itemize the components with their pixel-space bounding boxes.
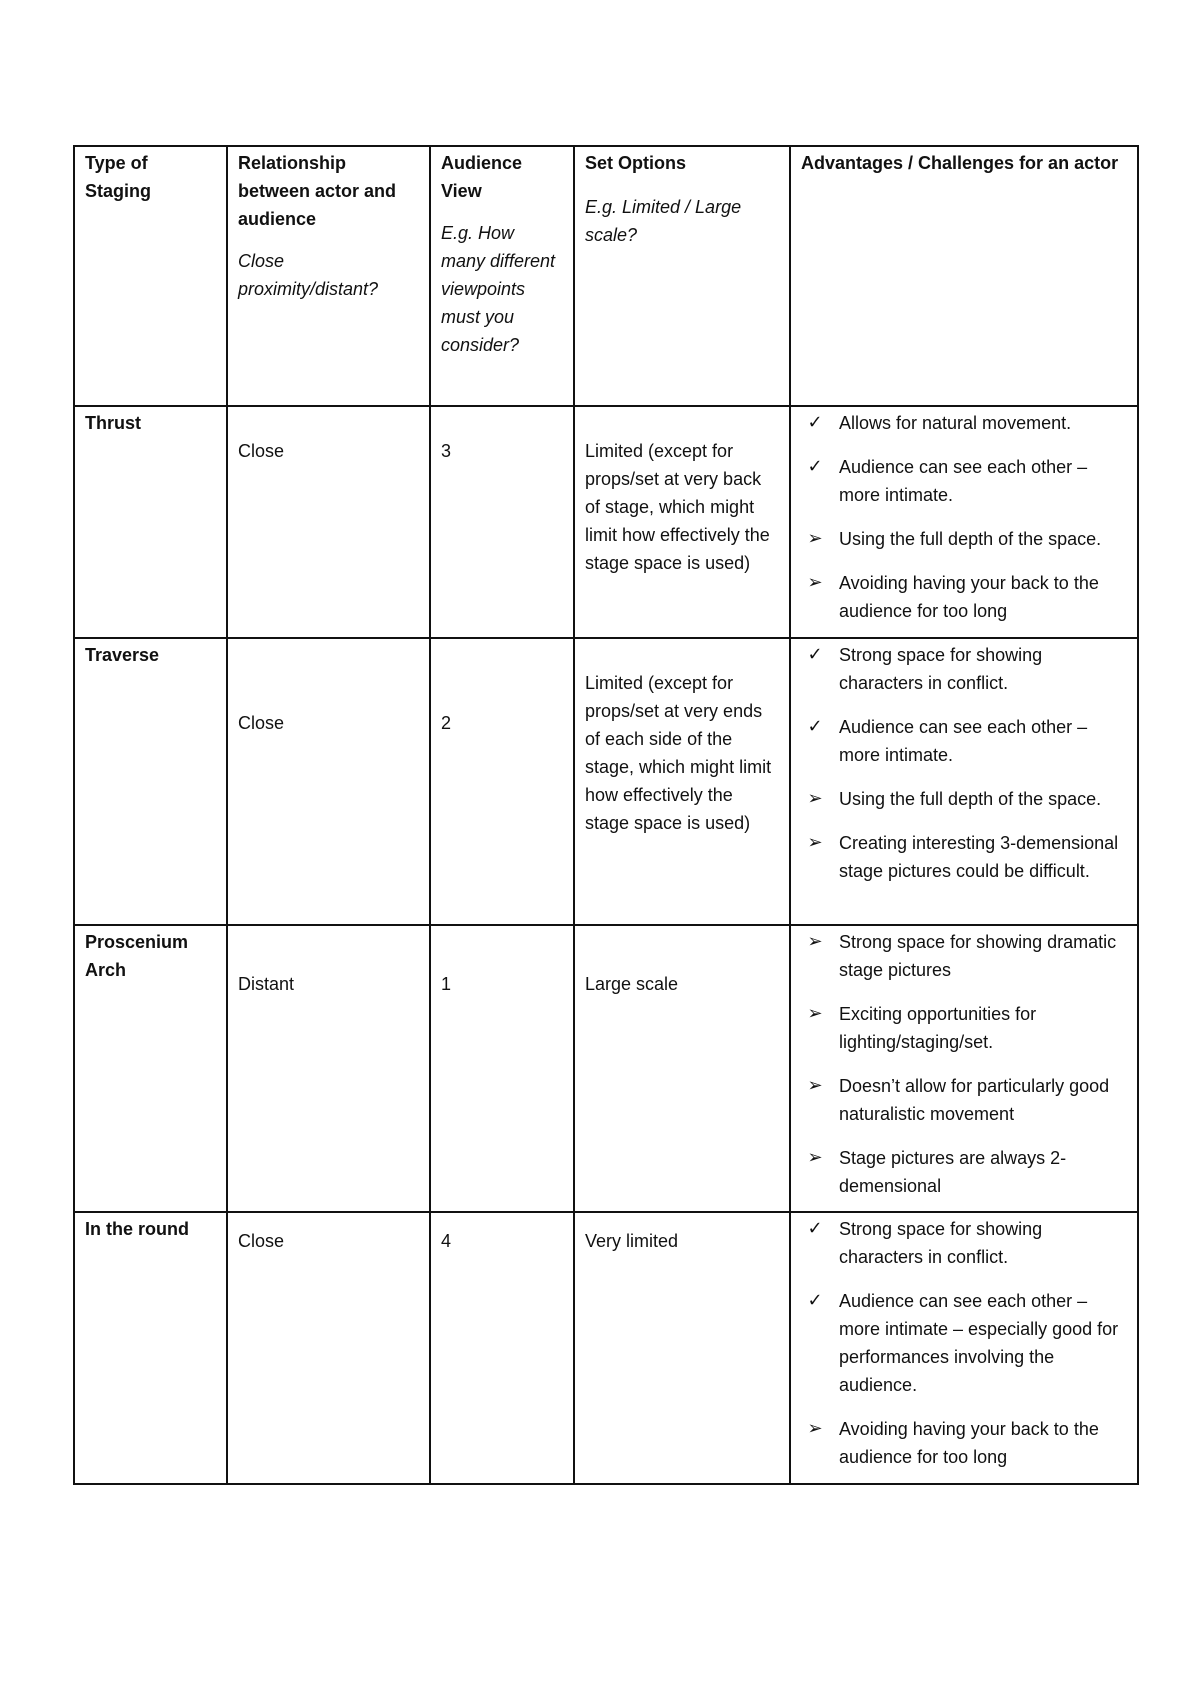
adv-cell [790, 406, 1138, 638]
adv-text: Using the full depth of the space. [839, 789, 1102, 809]
staging-type: In the round [85, 1219, 189, 1239]
relationship-cell [227, 925, 430, 1212]
adv-text: Audience can see each other – more intimate. [839, 457, 1088, 505]
list-item [801, 1000, 1127, 1056]
list-item [801, 928, 1127, 984]
adv-text: Creating interesting 3-demensional stage pictures could be difficult. [839, 833, 1119, 881]
type-cell [74, 1212, 227, 1484]
check-icon: ✓ [807, 716, 823, 737]
header-view-title: Audience View [441, 153, 523, 201]
check-icon: ✓ [807, 412, 823, 433]
list-item [801, 785, 1127, 813]
adv-list [801, 1215, 1127, 1471]
adv-text: Stage pictures are always 2-demensional [839, 1148, 1067, 1196]
table-row [74, 638, 1138, 925]
staging-table [73, 145, 1139, 1485]
view-cell [430, 406, 574, 638]
set-value: Limited (except for props/set at very ends of each side of the stage, which might limit how effectively the stage space is used) [585, 673, 772, 833]
header-adv-title: Advantages / Challenges for an actor [801, 153, 1119, 173]
relationship-cell [227, 1212, 430, 1484]
relationship-cell [227, 406, 430, 638]
header-set-sub: E.g. Limited / Large scale? [585, 197, 742, 245]
staging-type: Traverse [85, 645, 160, 665]
list-item [801, 569, 1127, 625]
relationship-value: Close [238, 441, 285, 461]
type-cell [74, 925, 227, 1212]
arrow-icon: ➢ [807, 1075, 823, 1096]
list-item [801, 525, 1127, 553]
view-cell [430, 638, 574, 925]
set-cell [574, 925, 790, 1212]
check-icon: ✓ [807, 644, 823, 665]
relationship-value: Close [238, 1231, 285, 1251]
list-item [801, 829, 1127, 885]
relationship-value: Close [238, 713, 285, 733]
adv-list [801, 641, 1127, 885]
list-item [801, 641, 1127, 697]
adv-text: Strong space for showing characters in conflict. [839, 645, 1043, 693]
set-value: Large scale [585, 974, 679, 994]
header-type-title: Type of Staging [85, 153, 151, 201]
adv-list [801, 409, 1127, 625]
type-cell [74, 638, 227, 925]
table-row [74, 1212, 1138, 1484]
arrow-icon: ➢ [807, 832, 823, 853]
adv-text: Strong space for showing characters in conflict. [839, 1219, 1043, 1267]
list-item [801, 1144, 1127, 1200]
view-value: 3 [441, 441, 452, 461]
adv-list [801, 928, 1127, 1200]
arrow-icon: ➢ [807, 528, 823, 549]
header-view-cell [430, 146, 574, 406]
arrow-icon: ➢ [807, 1147, 823, 1168]
set-value: Limited (except for props/set at very back of stage, which might limit how effectively the stage space is used) [585, 441, 770, 573]
header-type-cell [74, 146, 227, 406]
arrow-icon: ➢ [807, 788, 823, 809]
set-cell [574, 406, 790, 638]
adv-text: Avoiding having your back to the audience for too long [839, 1419, 1099, 1467]
set-cell [574, 638, 790, 925]
list-item [801, 1215, 1127, 1271]
list-item [801, 409, 1127, 437]
arrow-icon: ➢ [807, 572, 823, 593]
relationship-cell [227, 638, 430, 925]
list-item [801, 1415, 1127, 1471]
header-relationship-title: Relationship between actor and audience [238, 153, 397, 229]
header-relationship-sub: Close proximity/distant? [238, 251, 379, 299]
check-icon: ✓ [807, 1218, 823, 1239]
view-cell [430, 1212, 574, 1484]
check-icon: ✓ [807, 456, 823, 477]
adv-text: Doesn’t allow for particularly good naturalistic movement [839, 1076, 1110, 1124]
view-cell [430, 925, 574, 1212]
header-view-sub: E.g. How many different viewpoints must you consider? [441, 223, 556, 355]
check-icon: ✓ [807, 1290, 823, 1311]
staging-type: Thrust [85, 413, 141, 433]
list-item [801, 1072, 1127, 1128]
table-row [74, 406, 1138, 638]
adv-cell [790, 1212, 1138, 1484]
adv-text: Allows for natural movement. [839, 413, 1072, 433]
adv-cell [790, 925, 1138, 1212]
header-adv-cell [790, 146, 1138, 406]
adv-text: Using the full depth of the space. [839, 529, 1102, 549]
adv-text: Exciting opportunities for lighting/staging/set. [839, 1004, 1037, 1052]
adv-text: Avoiding having your back to the audience for too long [839, 573, 1099, 621]
arrow-icon: ➢ [807, 1418, 823, 1439]
adv-cell [790, 638, 1138, 925]
staging-type: Proscenium Arch [85, 932, 189, 980]
adv-text: Audience can see each other – more intimate – especially good for performances involving the audience. [839, 1291, 1119, 1395]
header-row [74, 146, 1138, 406]
list-item [801, 453, 1127, 509]
set-cell [574, 1212, 790, 1484]
view-value: 2 [441, 713, 452, 733]
table-row [74, 925, 1138, 1212]
header-relationship-cell [227, 146, 430, 406]
header-set-title: Set Options [585, 153, 687, 173]
adv-text: Strong space for showing dramatic stage pictures [839, 932, 1117, 980]
adv-text: Audience can see each other – more intimate. [839, 717, 1088, 765]
header-set-cell [574, 146, 790, 406]
view-value: 4 [441, 1231, 452, 1251]
type-cell [74, 406, 227, 638]
arrow-icon: ➢ [807, 1003, 823, 1024]
relationship-value: Distant [238, 974, 295, 994]
list-item [801, 713, 1127, 769]
set-value: Very limited [585, 1231, 679, 1251]
view-value: 1 [441, 974, 452, 994]
list-item [801, 1287, 1127, 1399]
arrow-icon: ➢ [807, 931, 823, 952]
